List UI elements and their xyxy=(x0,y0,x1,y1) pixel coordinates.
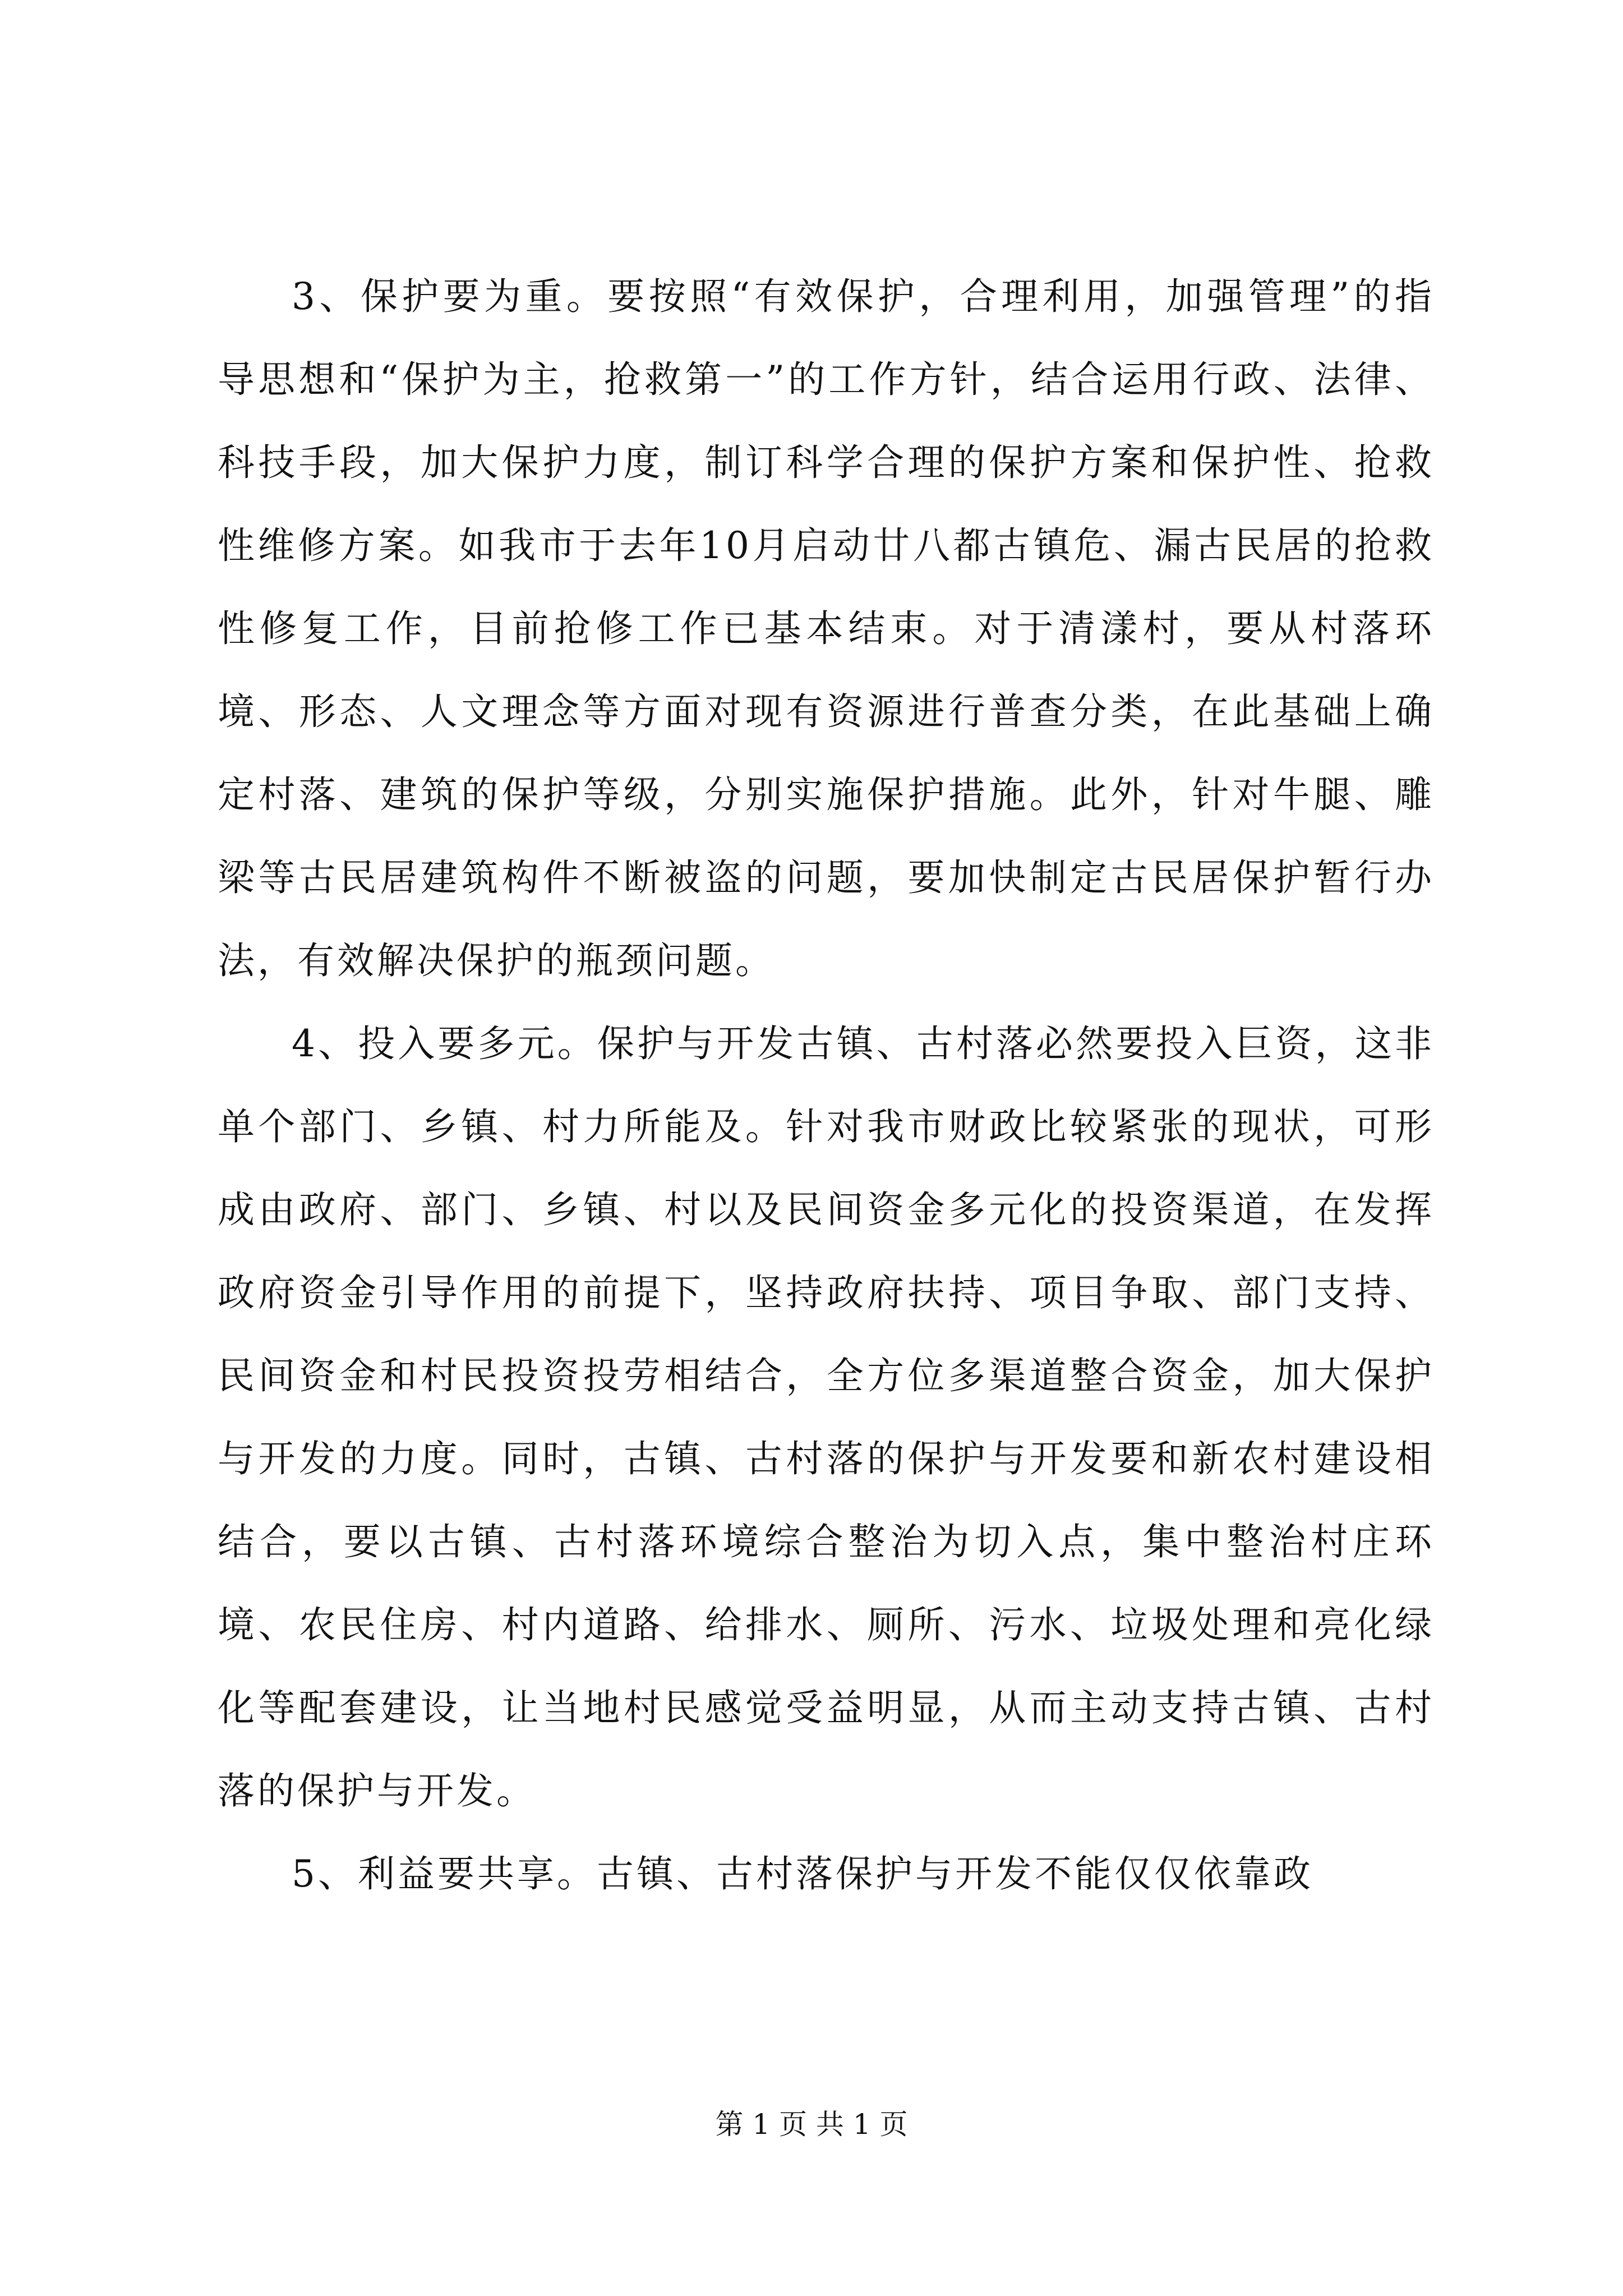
paragraph-protection: 3、保护要为重。要按照“有效保护，合理利用，加强管理”的指导思想和“保护为主，抢救第一”的工作方针，结合运用行政、法律、科技手段，加大保护力度，制订科学合理的保护方案和保护性、抢救性维修方案。如我市于去年10月启动廿八都古镇危、漏古民居的抢救性修复工作，目前抢修工作已基本结束。对于清漾村，要从村落环境、形态、人文理念等方面对现有资源进行普查分类，在此基础上确定村落、建筑的保护等级，分别实施保护措施。此外，针对牛腿、雕梁等古民居建筑构件不断被盗的问题，要加快制定古民居保护暂行办法，有效解决保护的瓶颈问题。 xyxy=(218,275,1435,982)
page-footer: 第 1 页 共 1 页 xyxy=(715,2108,908,2141)
paragraph-investment: 4、投入要多元。保护与开发古镇、古村落必然要投入巨资，这非单个部门、乡镇、村力所能及。针对我市财政比较紧张的现状，可形成由政府、部门、乡镇、村以及民间资金多元化的投资渠道，在发挥政府资金引导作用的前提下，坚持政府扶持、项目争取、部门支持、民间资金和村民投资投劳相结合，全方位多渠道整合资金，加大保护与开发的力度。同时，古镇、古村落的保护与开发要和新农村建设相结合，要以古镇、古村落环境综合整治为切入点，集中整治村庄环境、农民住房、村内道路、给排水、厕所、污水、垃圾处理和亮化绿化等配套建设，让当地村民感觉受益明显，从而主动支持古镇、古村落的保护与开发。 xyxy=(218,1022,1435,1812)
paragraph-benefit-sharing: 5、利益要共享。古镇、古村落保护与开发不能仅仅依靠政 xyxy=(292,1852,1313,1895)
document-body xyxy=(218,255,1435,1916)
